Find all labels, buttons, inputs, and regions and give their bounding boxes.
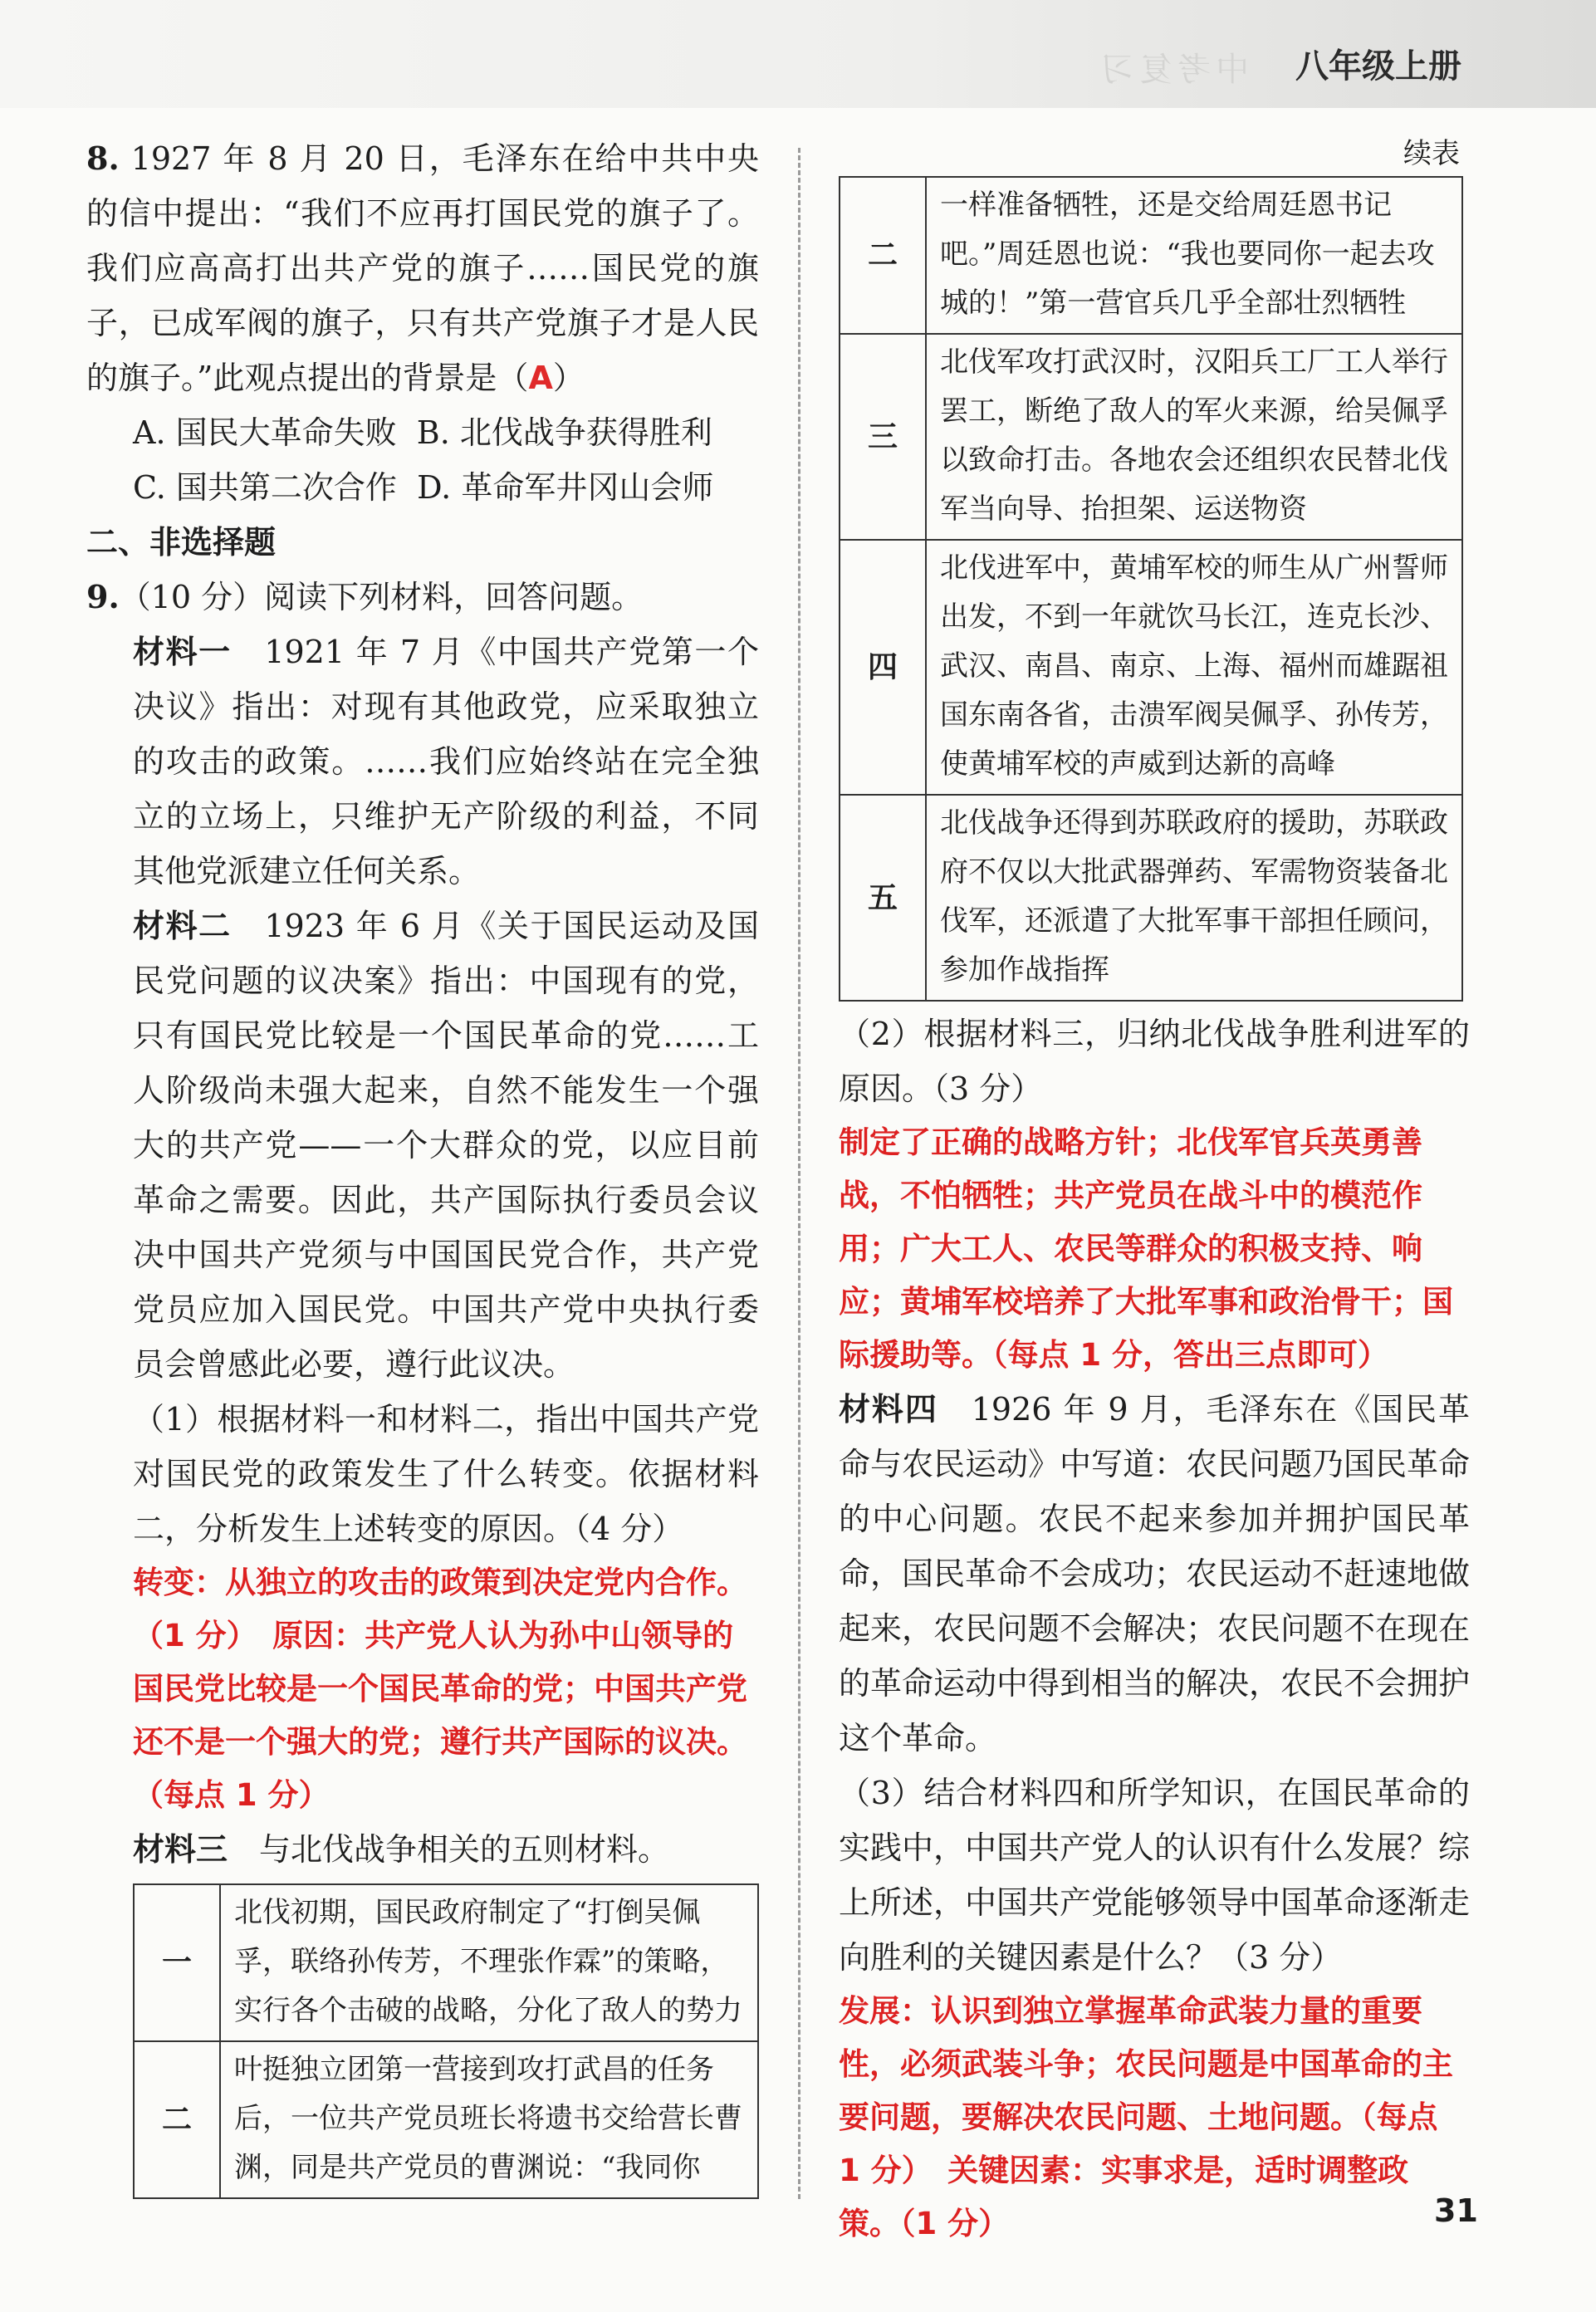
row-number: 三 [840,334,926,540]
row-text: 北伐军攻打武汉时，汉阳兵工厂工人举行罢工，断绝了敌人的军火来源，给吴佩孚以致命打击。各地农会还组织农民替北伐军当向导、抬担架、运送物资 [926,334,1462,540]
row-number: 二 [134,2041,220,2198]
option-b: B. 北伐战争获得胜利 [416,414,712,451]
question-9-number: 9. [86,578,120,615]
material-2-label: 材料二 [133,908,232,944]
material-4 [839,1382,1470,1766]
answer-2: 制定了正确的战略方针；北伐军官兵英勇善战，不怕牺牲；共产党员在战斗中的模范作用；广大工人、农民等群众的积极支持、响应；黄埔军校培养了大批军事和政治骨干；国际援助等。（每点 1 分，答出三点即可） [839,1124,1453,1373]
option-c: C. 国共第二次合作 [133,469,397,506]
material-2-text: 1923 年 6 月《关于国民运动及国民党问题的议决案》指出：中国现有的党，只有国民党比较是一个国民革命的党……工人阶级尚未强大起来，自然不能发生一个强大的共产党——一个大群众的党，以应目前革命之需要。因此，共产国际执行委员会议决中国共产党须与中国国民党合作，共产党党员应加入国民党。中国共产党中央执行委员会曾感此必要，遵行此议决。 [133,908,759,1383]
table-row [840,795,1462,1001]
grade-label: 八年级上册 [1295,47,1461,86]
question-8-answer: A [528,360,553,396]
material-4-text: 1926 年 9 月，毛泽东在《国民革命与农民运动》中写道：农民问题乃国民革命的中心问题。农民不起来参加并拥护国民革命，国民革命不会成功；农民运动不赶速地做起来，农民问题不会解决；农民问题不在现在的革命运动中得到相当的解决，农民不会拥护这个革命。 [839,1391,1471,1756]
question-8-options-row2 [86,460,759,515]
answer-3: 发展：认识到独立掌握革命武装力量的重要性，必须武装斗争；农民问题是中国革命的主要问题，要解决农民问题、土地问题。（每点 1 分） 关键因素：实事求是，适时调整政策。（1 分） [839,1993,1453,2241]
subquestion-2: （2）根据材料三，归纳北伐战争胜利进军的原因。（3 分） [839,1016,1470,1107]
material-4-label: 材料四 [839,1391,938,1428]
continued-table-label: 续表 [1403,137,1460,170]
question-8-number: 8. [86,140,120,177]
material-3-text: 与北伐战争相关的五则材料。 [228,1831,670,1868]
row-text: 北伐战争还得到苏联政府的援助，苏联政府不仅以大批武器弹药、军需物资装备北伐军，还派遣了大批军事干部担任顾问，参加作战指挥 [926,795,1462,1001]
option-d: D. 革命军井冈山会师 [417,469,714,506]
question-8-stem [86,131,759,405]
column-divider [798,148,800,2199]
row-text: 叶挺独立团第一营接到攻打武昌的任务后，一位共产党员班长将遗书交给营长曹渊，同是共产党员的曹渊说：“我同你 [220,2041,758,2198]
material-3 [86,1822,759,1877]
right-column [839,131,1470,2251]
question-8-options-row1 [86,405,759,460]
page-header [0,0,1596,108]
question-8-text: 1927 年 8 月 20 日，毛泽东在给中共中央的信中提出：“我们不应再打国民党的旗子了。我们应高高打出共产党的旗子……国民党的旗子，已成军阀的旗子，只有共产党旗子才是人民的旗子。”此观点提出的背景是（ [86,140,759,396]
row-number: 二 [840,177,926,334]
table-row [134,1884,758,2041]
question-9-intro-text: （10 分）阅读下列材料，回答问题。 [119,579,644,615]
material-1-text: 1921 年 7 月《中国共产党第一个决议》指出：对现有其他政党，应采取独立的攻击的政策。……我们应始终站在完全独立的立场上，只维护无产阶级的利益，不同其他党派建立任何关系。 [133,634,759,889]
row-number: 一 [134,1884,220,2041]
left-column [86,131,759,2199]
table-row [840,177,1462,334]
answer-1: 转变：从独立的攻击的政策到决定党内合作。（1 分） 原因：共产党人认为孙中山领导的国民党比较是一个国民革命的党；中国共产党还不是一个强大的党；遵行共产国际的议决。（每点 1 分） [133,1565,747,1813]
material-1-label: 材料一 [133,634,232,670]
material-1 [86,625,759,899]
table-row [840,334,1462,540]
row-number: 五 [840,795,926,1001]
material-2 [86,899,759,1392]
option-a: A. 国民大革命失败 [133,414,397,451]
material-3-label: 材料三 [133,1831,228,1868]
row-number: 四 [840,540,926,795]
page-number: 31 [1434,2192,1478,2229]
row-text: 北伐初期，国民政府制定了“打倒吴佩孚，联络孙传芳，不理张作霖”的策略，实行各个击破的战略，分化了敌人的势力 [220,1884,758,2041]
section-title: 二、非选择题 [86,524,277,561]
question-8-close-paren: ） [552,360,585,396]
subquestion-3: （3）结合材料四和所学知识，在国民革命的实践中，中国共产党人的认识有什么发展？综上所述，中国共产党能够领导中国革命逐渐走向胜利的关键因素是什么？（3 分） [839,1775,1471,1976]
material-3-table-part1 [133,1883,759,2199]
row-text: 北伐进军中，黄埔军校的师生从广州誓师出发，不到一年就饮马长江，连克长沙、武汉、南昌、南京、上海、福州而雄踞祖国东南各省，击溃军阀吴佩孚、孙传芳，使黄埔军校的声威到达新的高峰 [926,540,1462,795]
bleed-through-text: 中考复习 [1096,51,1249,89]
subquestion-1: （1）根据材料一和材料二，指出中国共产党对国民党的政策发生了什么转变。依据材料二，分析发生上述转变的原因。（4 分） [133,1401,759,1547]
table-row [134,2041,758,2198]
table-row [840,540,1462,795]
row-text: 一样准备牺牲，还是交给周廷恩书记吧。”周廷恩也说：“我也要同你一起去攻城的！”第一营官兵几乎全部壮烈牺牲 [926,177,1462,334]
material-3-table-part2 [839,176,1463,1002]
question-9-intro [86,570,759,625]
